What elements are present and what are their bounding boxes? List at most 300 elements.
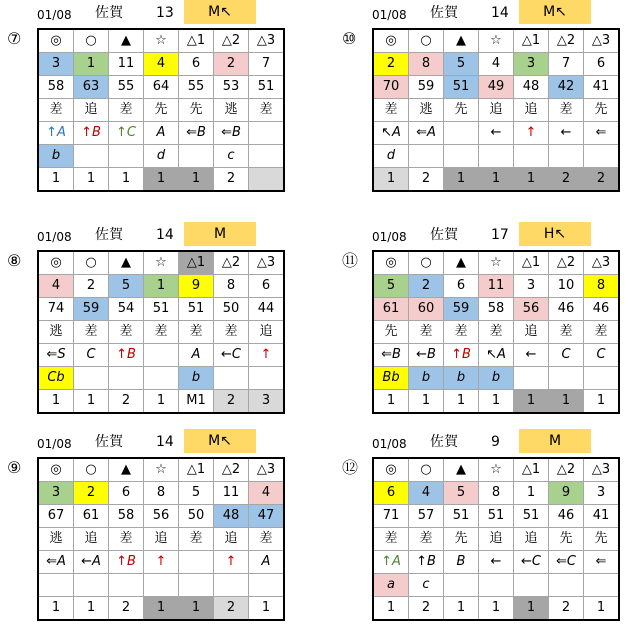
race-date: 01/08 (372, 8, 407, 22)
table-row (38, 76, 284, 99)
table-row (373, 76, 619, 99)
table-cell (109, 145, 144, 168)
table-cell: 8 (214, 275, 249, 298)
table-cell: 3 (514, 275, 549, 298)
table-cell: ↑C (109, 122, 144, 145)
mark-header-cell: ○ (74, 458, 109, 482)
table-cell: 51 (144, 298, 179, 321)
table-cell (549, 367, 584, 390)
race-number: ⑧ (7, 251, 22, 270)
race-panel (339, 429, 625, 634)
race-number: ⑩ (342, 29, 357, 48)
table-cell: 56 (144, 505, 179, 528)
table-cell: 逃 (38, 528, 74, 551)
table-cell: 49 (479, 76, 514, 99)
table-row (373, 298, 619, 321)
table-cell: 差 (144, 321, 179, 344)
race-count: 9 (491, 434, 500, 450)
mark-header-cell: ◎ (373, 458, 409, 482)
table-cell: 1 (373, 597, 409, 621)
race-panel (4, 0, 290, 205)
table-row (38, 122, 284, 145)
table-cell: 53 (214, 76, 249, 99)
table-row (38, 145, 284, 168)
table-cell (514, 574, 549, 597)
table-row (373, 168, 619, 192)
table-cell (38, 574, 74, 597)
table-cell: 11 (479, 275, 514, 298)
race-count: 17 (491, 227, 509, 243)
table-cell: 6 (373, 482, 409, 505)
table-cell: ↑A (373, 551, 409, 574)
table-cell: 56 (514, 298, 549, 321)
table-row (38, 321, 284, 344)
table-cell: ↑ (249, 344, 285, 367)
table-cell: 5 (179, 482, 214, 505)
table-cell: 差 (549, 99, 584, 122)
mark-header-cell: ○ (409, 458, 444, 482)
race-venue: 佐賀 (430, 434, 458, 450)
table-cell: 1 (444, 390, 479, 414)
table-cell: 6 (249, 275, 285, 298)
table-cell: 先 (549, 528, 584, 551)
table-cell: 64 (144, 76, 179, 99)
race-count: 14 (156, 434, 174, 450)
mark-header-cell: △1 (514, 251, 549, 275)
table-cell (179, 574, 214, 597)
pace-badge: M (519, 429, 591, 453)
table-cell: ⇐B (179, 122, 214, 145)
table-cell: ⇐A (38, 551, 74, 574)
mark-header-cell: △1 (179, 29, 214, 53)
table-cell (444, 574, 479, 597)
table-row (38, 298, 284, 321)
table-cell: 58 (109, 505, 144, 528)
table-cell: 1 (479, 390, 514, 414)
table-cell: 54 (109, 298, 144, 321)
mark-header-cell: ◎ (38, 251, 74, 275)
table-cell: ↑B (409, 551, 444, 574)
table-cell: 5 (444, 53, 479, 76)
race-header (4, 429, 290, 453)
table-cell: 46 (584, 298, 620, 321)
mark-header-cell: △3 (249, 29, 285, 53)
race-header (4, 0, 290, 24)
table-cell: 2 (409, 275, 444, 298)
table-cell: 2 (74, 482, 109, 505)
table-cell: 先 (584, 528, 620, 551)
table-cell: 差 (74, 321, 109, 344)
mark-header-cell: △2 (214, 458, 249, 482)
race-venue: 佐賀 (95, 434, 123, 450)
table-cell: 3 (514, 53, 549, 76)
table-cell (444, 145, 479, 168)
table-row (38, 528, 284, 551)
race-count: 14 (156, 227, 174, 243)
table-cell (514, 145, 549, 168)
mark-header-cell: ○ (74, 29, 109, 53)
table-cell: 2 (409, 168, 444, 192)
race-panel (339, 0, 625, 205)
table-cell (144, 574, 179, 597)
mark-header-cell: ▲ (444, 251, 479, 275)
table-cell: 11 (109, 53, 144, 76)
table-cell: 51 (479, 505, 514, 528)
table-cell: 逃 (38, 321, 74, 344)
table-cell: 41 (584, 76, 620, 99)
mark-header-cell: △1 (514, 458, 549, 482)
table-cell (249, 168, 285, 192)
table-cell: 58 (479, 298, 514, 321)
table-cell: ↑ (514, 122, 549, 145)
mark-header-cell: ☆ (479, 251, 514, 275)
table-cell: b (444, 367, 479, 390)
table-cell: 1 (584, 390, 620, 414)
table-cell: ↑B (109, 344, 144, 367)
mark-header-cell: ☆ (144, 251, 179, 275)
table-cell: 追 (214, 528, 249, 551)
table-cell: ⇐B (214, 122, 249, 145)
table-cell: 2 (109, 597, 144, 621)
table-cell: 2 (549, 597, 584, 621)
table-cell: 58 (38, 76, 74, 99)
mark-header-cell: △2 (214, 29, 249, 53)
table-cell: ⇐S (38, 344, 74, 367)
table-cell: 11 (214, 482, 249, 505)
table-cell: a (373, 574, 409, 597)
table-cell: 3 (38, 53, 74, 76)
table-cell: 差 (584, 321, 620, 344)
table-cell: 差 (214, 321, 249, 344)
table-cell: 2 (214, 53, 249, 76)
table-cell: 5 (373, 275, 409, 298)
race-number: ⑨ (7, 458, 22, 477)
table-row (38, 99, 284, 122)
table-cell: ↑A (38, 122, 74, 145)
table-cell: 2 (373, 53, 409, 76)
table-cell (74, 367, 109, 390)
mark-header-cell: ◎ (38, 29, 74, 53)
table-cell: 差 (109, 99, 144, 122)
table-row (38, 275, 284, 298)
table-cell: 差 (479, 321, 514, 344)
table-cell: 差 (409, 321, 444, 344)
race-venue: 佐賀 (430, 5, 458, 21)
table-cell: 60 (409, 298, 444, 321)
table-cell (584, 574, 620, 597)
table-row (38, 390, 284, 414)
table-cell: 1 (444, 597, 479, 621)
race-date: 01/08 (37, 437, 72, 451)
pace-badge: M↖ (184, 429, 256, 453)
table-cell: 44 (249, 298, 285, 321)
prediction-table (372, 28, 620, 192)
table-cell: A (249, 551, 285, 574)
prediction-table (37, 457, 285, 621)
table-cell: 1 (514, 482, 549, 505)
table-cell: 1 (549, 390, 584, 414)
table-cell: Cb (38, 367, 74, 390)
table-row (373, 482, 619, 505)
pace-badge: H↖ (519, 222, 591, 246)
table-cell: 50 (214, 298, 249, 321)
race-count: 13 (156, 5, 174, 21)
table-cell: 4 (38, 275, 74, 298)
table-cell (249, 574, 285, 597)
table-cell: 8 (479, 482, 514, 505)
table-cell: 追 (479, 528, 514, 551)
table-cell: 先 (144, 99, 179, 122)
mark-header-cell: △3 (584, 458, 620, 482)
table-cell: 1 (144, 275, 179, 298)
mark-header-cell: ▲ (109, 29, 144, 53)
table-row (373, 551, 619, 574)
table-cell: 6 (444, 275, 479, 298)
table-cell: 51 (444, 505, 479, 528)
table-row (38, 574, 284, 597)
table-cell: 63 (74, 76, 109, 99)
table-cell: 1 (179, 597, 214, 621)
table-row (373, 574, 619, 597)
table-cell: ←C (214, 344, 249, 367)
table-cell: 先 (444, 528, 479, 551)
table-cell: 7 (249, 53, 285, 76)
table-row (373, 367, 619, 390)
race-date: 01/08 (37, 230, 72, 244)
race-count: 14 (491, 5, 509, 21)
table-row (373, 597, 619, 621)
table-cell: 61 (373, 298, 409, 321)
table-cell (214, 367, 249, 390)
table-cell: 71 (373, 505, 409, 528)
table-cell: 9 (549, 482, 584, 505)
table-cell: ⇐C (549, 551, 584, 574)
table-cell: 5 (109, 275, 144, 298)
table-cell (109, 367, 144, 390)
table-cell: b (479, 367, 514, 390)
mark-header-cell: ○ (409, 29, 444, 53)
table-cell (514, 367, 549, 390)
table-cell: 2 (584, 168, 620, 192)
table-cell: 51 (179, 298, 214, 321)
mark-header-cell: ▲ (109, 458, 144, 482)
table-cell: 57 (409, 505, 444, 528)
table-cell: 1 (74, 597, 109, 621)
table-row (373, 390, 619, 414)
table-cell: 3 (249, 390, 285, 414)
mark-header-cell: △3 (249, 251, 285, 275)
table-cell: 51 (249, 76, 285, 99)
table-cell: ↖A (373, 122, 409, 145)
table-cell (409, 145, 444, 168)
table-cell: 3 (38, 482, 74, 505)
table-cell: 1 (109, 168, 144, 192)
table-cell (249, 122, 285, 145)
table-cell: 1 (479, 597, 514, 621)
race-date: 01/08 (37, 8, 72, 22)
table-cell: 1 (479, 168, 514, 192)
table-cell: 1 (409, 390, 444, 414)
table-row (373, 321, 619, 344)
table-row (38, 53, 284, 76)
mark-header-cell: △2 (549, 458, 584, 482)
mark-header-cell: ◎ (38, 458, 74, 482)
table-cell: 4 (249, 482, 285, 505)
race-header (339, 222, 625, 246)
mark-header-cell: ▲ (444, 29, 479, 53)
table-cell: ← (549, 122, 584, 145)
table-cell: 2 (214, 597, 249, 621)
table-cell (249, 367, 285, 390)
table-cell: 差 (409, 528, 444, 551)
table-cell: 8 (144, 482, 179, 505)
table-row (373, 122, 619, 145)
table-cell: b (409, 367, 444, 390)
table-cell: 47 (249, 505, 285, 528)
table-cell: ⇐ (584, 551, 620, 574)
table-cell: 55 (109, 76, 144, 99)
mark-header-cell: ☆ (144, 458, 179, 482)
table-cell (179, 145, 214, 168)
table-cell: 差 (373, 99, 409, 122)
mark-header-cell: △3 (249, 458, 285, 482)
table-cell: C (74, 344, 109, 367)
table-cell: ← (514, 344, 549, 367)
table-cell (144, 367, 179, 390)
table-row (38, 505, 284, 528)
mark-header-cell: △3 (584, 29, 620, 53)
mark-header-cell: ☆ (144, 29, 179, 53)
mark-header-cell: △1 (179, 458, 214, 482)
table-row (373, 505, 619, 528)
table-cell: A (179, 344, 214, 367)
table-cell: 59 (74, 298, 109, 321)
table-cell: 追 (479, 99, 514, 122)
table-cell: C (549, 344, 584, 367)
table-cell: ←A (74, 551, 109, 574)
race-panel (339, 222, 625, 427)
table-cell (249, 145, 285, 168)
table-cell: 追 (249, 321, 285, 344)
race-panel (4, 222, 290, 427)
mark-header-cell: ▲ (109, 251, 144, 275)
table-row (38, 344, 284, 367)
table-cell: 51 (444, 76, 479, 99)
table-cell: ↑B (109, 551, 144, 574)
table-cell: 1 (584, 597, 620, 621)
table-cell: 7 (549, 53, 584, 76)
table-cell: ←B (409, 344, 444, 367)
table-cell: 2 (109, 390, 144, 414)
table-cell: b (38, 145, 74, 168)
mark-header-cell: △3 (584, 251, 620, 275)
table-cell (109, 574, 144, 597)
table-cell: 追 (514, 528, 549, 551)
table-cell: 2 (74, 275, 109, 298)
table-cell: 1 (74, 168, 109, 192)
table-row (373, 53, 619, 76)
table-cell: 67 (38, 505, 74, 528)
race-number: ⑦ (7, 29, 22, 48)
pace-badge: M↖ (184, 0, 256, 24)
table-cell: 46 (549, 298, 584, 321)
table-cell (444, 122, 479, 145)
mark-header-row (373, 251, 619, 275)
table-cell: 2 (549, 168, 584, 192)
race-venue: 佐賀 (95, 227, 123, 243)
table-cell: 10 (549, 275, 584, 298)
table-cell (144, 344, 179, 367)
table-cell: 差 (179, 321, 214, 344)
table-cell: 6 (584, 53, 620, 76)
table-cell: 追 (514, 99, 549, 122)
table-cell: d (373, 145, 409, 168)
table-row (373, 528, 619, 551)
pace-badge: M (184, 222, 256, 246)
table-cell: ↑ (214, 551, 249, 574)
table-row (38, 482, 284, 505)
table-cell: ⇐B (373, 344, 409, 367)
table-cell: ←C (514, 551, 549, 574)
mark-header-row (373, 29, 619, 53)
race-panel (4, 429, 290, 634)
mark-header-cell: ▲ (444, 458, 479, 482)
table-cell (74, 145, 109, 168)
table-cell: C (584, 344, 620, 367)
table-cell: ↖A (479, 344, 514, 367)
race-header (339, 429, 625, 453)
table-cell: ← (479, 122, 514, 145)
prediction-table (372, 457, 620, 621)
race-date: 01/08 (372, 230, 407, 244)
table-cell: 55 (179, 76, 214, 99)
table-cell: 2 (214, 168, 249, 192)
table-cell: 3 (584, 482, 620, 505)
table-cell: 1 (444, 168, 479, 192)
table-cell: 70 (373, 76, 409, 99)
mark-header-cell: ☆ (479, 458, 514, 482)
table-cell: 2 (214, 390, 249, 414)
table-cell: 74 (38, 298, 74, 321)
table-row (373, 344, 619, 367)
table-cell (214, 574, 249, 597)
table-cell: 逃 (409, 99, 444, 122)
table-cell: 5 (444, 482, 479, 505)
mark-header-cell: △2 (214, 251, 249, 275)
table-cell: ↑B (444, 344, 479, 367)
table-cell: 逃 (214, 99, 249, 122)
table-row (38, 597, 284, 621)
mark-header-row (38, 458, 284, 482)
table-cell (179, 551, 214, 574)
table-cell: c (409, 574, 444, 597)
mark-header-cell: ○ (409, 251, 444, 275)
table-cell: ⇐ (584, 122, 620, 145)
table-row (373, 145, 619, 168)
table-cell (74, 574, 109, 597)
prediction-table (37, 28, 285, 192)
table-cell: 差 (249, 99, 285, 122)
table-row (38, 367, 284, 390)
mark-header-cell: △2 (549, 29, 584, 53)
table-cell (584, 367, 620, 390)
mark-header-cell: △2 (549, 251, 584, 275)
table-cell: B (444, 551, 479, 574)
table-cell: 1 (38, 390, 74, 414)
table-cell: 51 (514, 505, 549, 528)
table-cell (479, 145, 514, 168)
table-cell: 1 (373, 390, 409, 414)
